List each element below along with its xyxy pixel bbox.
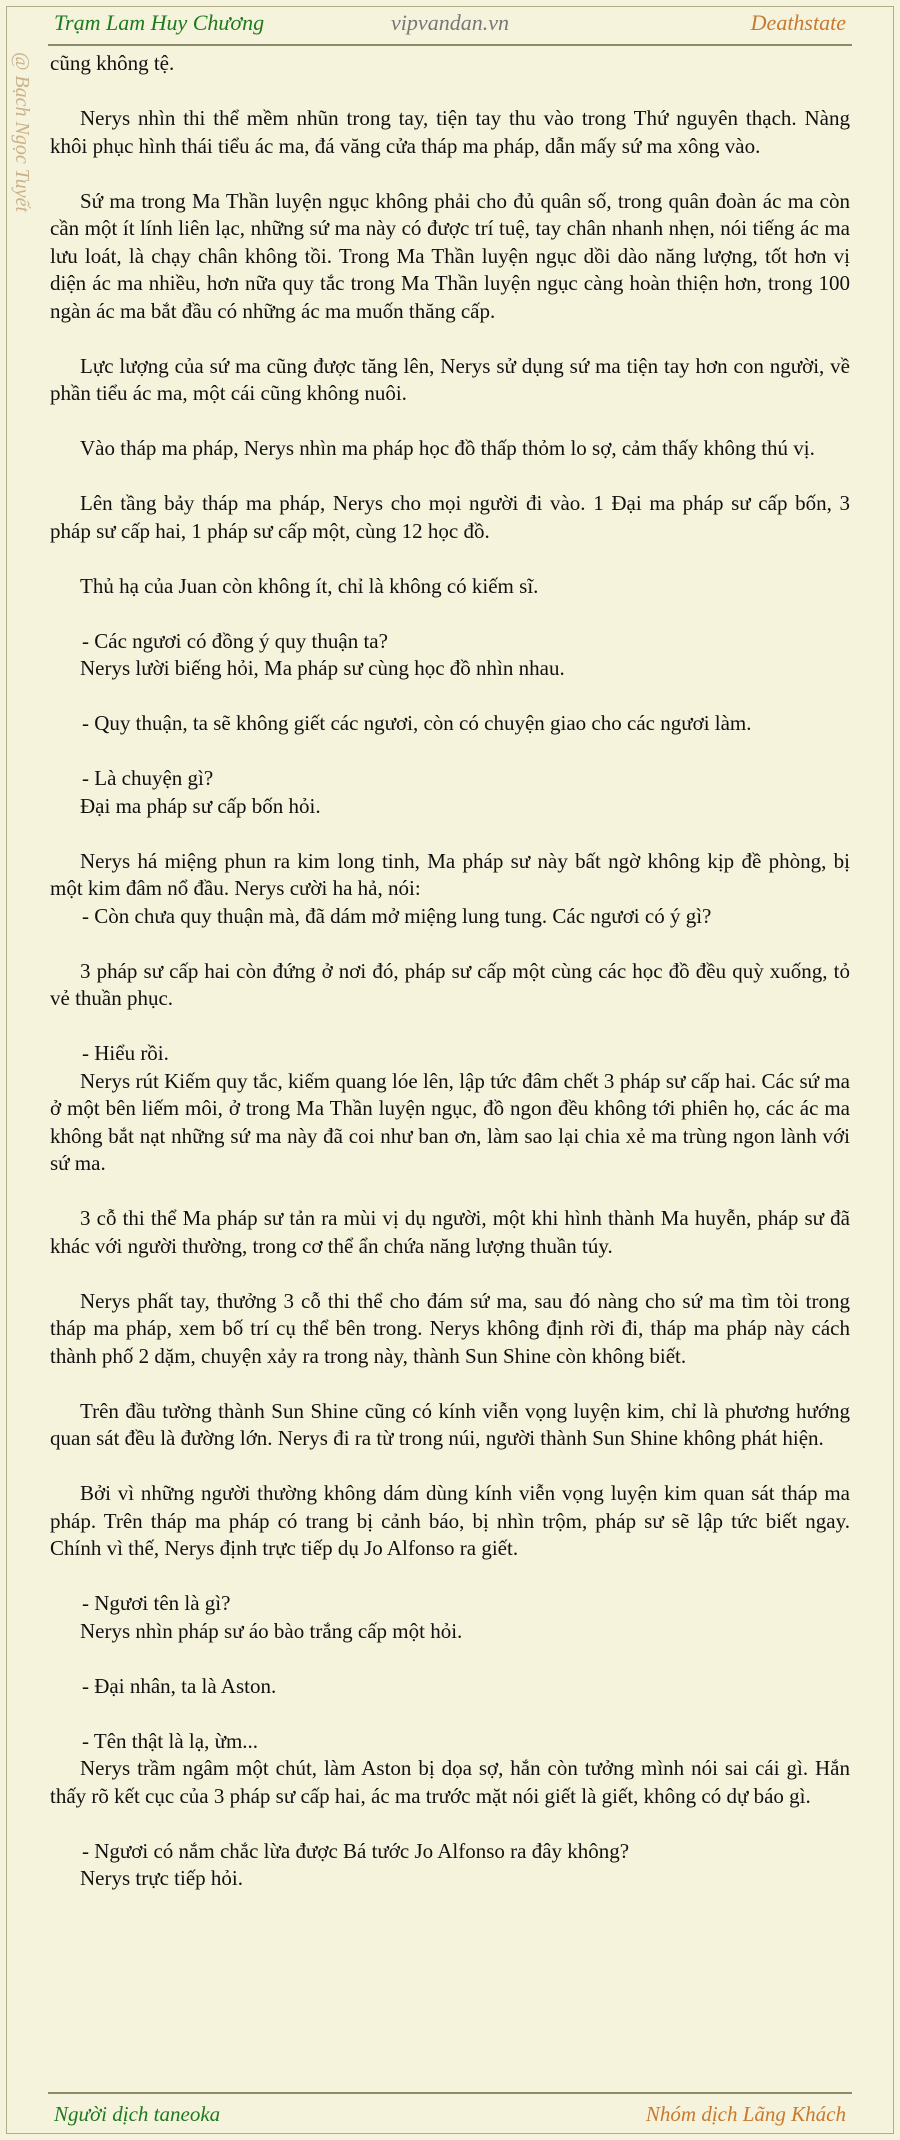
narration-line: Đại ma pháp sư cấp bốn hỏi.: [80, 793, 321, 818]
header-chapter-title: Deathstate: [750, 10, 846, 35]
paragraph: Thủ hạ của Juan còn không ít, chỉ là không có kiếm sĩ.: [80, 573, 539, 598]
paragraph: Vào tháp ma pháp, Nerys nhìn ma pháp học đồ thấp thỏm lo sợ, cảm thấy không thú vị.: [80, 436, 815, 460]
paragraph: Sứ ma trong Ma Thần luyện ngục không phải cho đủ quân số, trong quân đoàn ác ma còn cần một ít lính liên lạc, những sứ ma này có được trí tuệ, tay chân nhanh nhẹn, nói tiếng ác ma lưu loát, là chạy chân không tồi. Trong Ma Thần luyện ngục dồi dào năng lượng, tốt hơn vị diện ác ma nhiều, hơn nữa quy tắc trong Ma Thần luyện ngục càng hoàn thiện hơn, trong 100 ngàn ác ma bắt đầu có những ác ma muốn thăng cấp.: [50, 188, 850, 323]
dialogue-line: - Ngươi tên là gì?: [82, 1591, 231, 1615]
footer-translator: Người dịch taneoka: [54, 2102, 221, 2126]
header-site-name: vipvandan.vn: [391, 10, 509, 35]
paragraph: Nerys há miệng phun ra kim long tinh, Ma pháp sư này bất ngờ không kịp đề phòng, bị một kim đâm nổ đầu. Nerys cười ha hả, nói:: [50, 848, 850, 900]
side-watermark: [10, 52, 38, 267]
header-book-title: Trạm Lam Huy Chương: [54, 10, 265, 35]
paragraph: Nerys phất tay, thưởng 3 cỗ thi thể cho đám sứ ma, sau đó nàng cho sứ ma tìm tòi trong tháp ma pháp, xem bố trí cụ thể bên trong. Nerys không định rời đi, tháp ma pháp này cách thành phố 2 dặm, chuyện xảy ra trong này, thành Sun Shine còn không biết.: [50, 1288, 850, 1368]
narration-line: Nerys trầm ngâm một chút, làm Aston bị dọa sợ, hắn còn tưởng mình nói sai cái gì. Hắn thấy rõ kết cục của 3 pháp sư cấp hai, ác ma trước mặt nói giết là giết, không có dự báo gì.: [50, 1756, 850, 1808]
dialogue-line: - Còn chưa quy thuận mà, đã dám mở miệng lung tung. Các ngươi có ý gì?: [82, 903, 712, 928]
dialogue-line: - Là chuyện gì?: [82, 766, 214, 790]
header-divider: [48, 44, 852, 46]
dialogue-line: - Tên thật là lạ, ừm...: [82, 1728, 259, 1753]
paragraph: Trên đầu tường thành Sun Shine cũng có kính viễn vọng luyện kim, chỉ là phương hướng quan sát đều là đường lớn. Nerys đi ra từ trong núi, người thành Sun Shine không phát hiện.: [50, 1398, 850, 1450]
narration-line: Nerys trực tiếp hỏi.: [80, 1866, 244, 1890]
narration-line: Nerys nhìn pháp sư áo bào trắng cấp một hỏi.: [80, 1618, 463, 1643]
paragraph: Nerys rút Kiếm quy tắc, kiếm quang lóe lên, lập tức đâm chết 3 pháp sư cấp hai. Các sứ ma ở một bên liếm môi, ở trong Ma Thần luyện ngục, đồ ngon đều không tới phiên họ, các ác ma không bắt nạt những sứ ma này đã coi như ban ơn, làm sao lại chia xẻ ma trùng ngon lành với sứ ma.: [50, 1068, 850, 1175]
paragraph: Lên tầng bảy tháp ma pháp, Nerys cho mọi người đi vào. 1 Đại ma pháp sư cấp bốn, 3 pháp sư cấp hai, 1 pháp sư cấp một, cùng 12 học đồ.: [50, 491, 850, 543]
page-header: [50, 9, 850, 39]
dialogue-line: - Quy thuận, ta sẽ không giết các ngươi, còn có chuyện giao cho các ngươi làm.: [82, 711, 752, 735]
chapter-body: [50, 50, 850, 1893]
dialogue-line: - Đại nhân, ta là Aston.: [82, 1673, 277, 1698]
paragraph: 3 cỗ thi thể Ma pháp sư tản ra mùi vị dụ người, một khi hình thành Ma huyễn, pháp sư đã khác với người thường, trong cơ thể ẩn chứa năng lượng thuần túy.: [50, 1206, 850, 1258]
paragraph: Nerys nhìn thi thể mềm nhũn trong tay, tiện tay thu vào trong Thứ nguyên thạch. Nàng khôi phục hình thái tiểu ác ma, đá văng cửa tháp ma pháp, dẫn mấy sứ ma xông vào.: [50, 106, 850, 158]
watermark-text: @ Bạch Ngọc Tuyết: [11, 52, 33, 213]
dialogue-line: - Hiểu rồi.: [82, 1041, 169, 1065]
paragraph: Bởi vì những người thường không dám dùng kính viễn vọng luyện kim quan sát tháp ma pháp. Trên tháp ma pháp có trang bị cảnh báo, bị nhìn trộm, pháp sư sẽ lập tức biết ngay. Chính vì thế, Nerys định trực tiếp dụ Jo Alfonso ra giết.: [50, 1481, 850, 1560]
narration-line: Nerys lười biếng hỏi, Ma pháp sư cùng học đồ nhìn nhau.: [80, 656, 565, 680]
dialogue-line: - Ngươi có nắm chắc lừa được Bá tước Jo Alfonso ra đây không?: [82, 1838, 630, 1863]
dialogue-line: - Các ngươi có đồng ý quy thuận ta?: [82, 628, 388, 653]
paragraph: cũng không tệ.: [50, 51, 175, 75]
page-footer: [50, 2098, 850, 2128]
paragraph: Lực lượng của sứ ma cũng được tăng lên, Nerys sử dụng sứ ma tiện tay hơn con người, về phần tiểu ác ma, một cái cũng không nuôi.: [50, 353, 850, 405]
paragraph: 3 pháp sư cấp hai còn đứng ở nơi đó, pháp sư cấp một cùng các học đồ đều quỳ xuống, tỏ vẻ thuần phục.: [50, 958, 850, 1010]
footer-group: Nhóm dịch Lãng Khách: [645, 2102, 846, 2126]
footer-divider: [48, 2092, 852, 2094]
